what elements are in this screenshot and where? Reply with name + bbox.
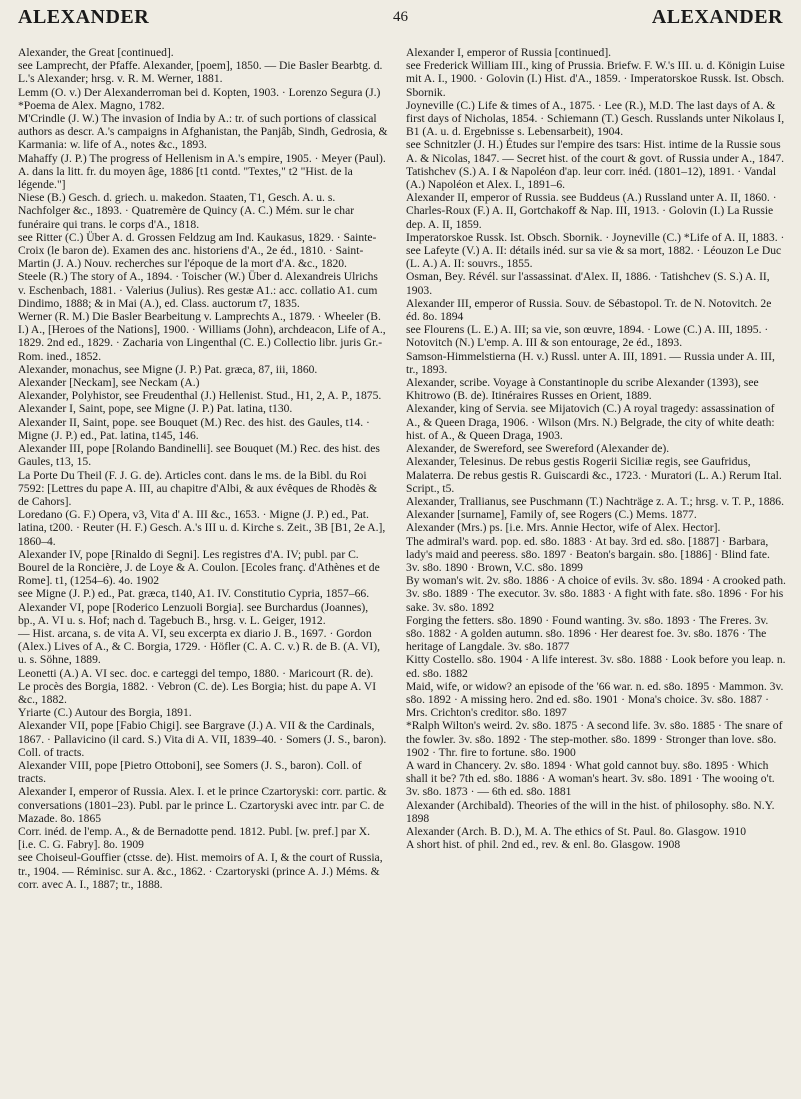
entry-line: *Ralph Wilton's weird. 2v. s8o. 1875 · A second life. 3v. s8o. 1885 · The snare of the fowler. 3v. s8o. 1892 · The step-mother. s8o. 1899 · Stronger than love. s8o. 1902 · Thr. fire to fortune. s8o. 1900 — [406, 719, 783, 759]
entry-line: Maid, wife, or widow? an episode of the '66 war. n. ed. s8o. 1895 · Mammon. 3v. s8o. 1892 · A missing hero. 2nd ed. s8o. 1901 · Mona's choice. 3v. s8o. 1887 · Mrs. Crichton's creditor. s8o. 1897 — [406, 679, 784, 720]
entry-line: La Porte Du Theil (F. J. G. de). Articles cont. dans le ms. de la Bibl. du Roi 7592: [Lettres du pape A. III, au chapitre d'Albi, & aux évêques de Rhodès & de Cahors]. — [18, 468, 378, 508]
entry-line: The admiral's ward. pop. ed. s8o. 1883 · At bay. 3rd ed. s8o. [1887] · Barbara, lady's maid and peeress. s8o. 1897 · Beaton's bargain. s8o. [1886] · Blind fate. 3v. s8o. 1890 · Brown, V.C. s8o. 1899 — [406, 534, 770, 574]
entry-line: Alexander, Trallianus, see Puschmann (T.) Nachträge z. A. T.; hrsg. v. T. P., 1886. — [406, 494, 784, 508]
entry-line: Osman, Bey. Révél. sur l'assassinat. d'Alex. II, 1886. · Tatishchev (S. S.) A. II, 1903. — [406, 270, 770, 297]
entry-line: Alexander (Arch. B. D.), M. A. The ethics of St. Paul. 8o. Glasgow. 1910 — [406, 824, 747, 838]
entry-line: Lemm (O. v.) Der Alexanderroman bei d. Kopten, 1903. · Lorenzo Segura (J.) *Poema de Alex. Magno, 1782. — [18, 85, 381, 112]
entry-line: Leonetti (A.) A. VI sec. doc. e carteggi del tempo, 1880. · Maricourt (R. de). Le procès des Borgia, 1882. · Vebron (C. de). Les Borgia; hist. du pape A. VI &c., 1882. — [18, 666, 377, 706]
entry-line: Yriarte (C.) Autour des Borgia, 1891. — [18, 706, 192, 720]
entry-line: Alexander VIII, pope [Pietro Ottoboni], see Somers (J. S., baron). Coll. of tracts. — [18, 758, 362, 786]
entry-line: — Hist. arcana, s. de vita A. VI, seu excerpta ex diario J. B., 1697. · Gordon (Alex.) Lives of A., & C. Borgia, 1729. · Höfler (C. A. C. v.) R. de B. (A. VI), u. s. Söhne, 1889. — [18, 626, 381, 667]
entry-line: Alexander, Telesinus. De rebus gestis Rogerii Siciliæ regis, see Gaufridus, Malaterra. De rebus gestis R. Guiscardi &c., 1723. · Muratori (L. A.) Rerum Ital. Script., t5. — [406, 455, 782, 495]
entry-line: Niese (B.) Gesch. d. griech. u. makedon. Staaten, T1, Gesch. A. u. s. Nachfolger &c., 1893. · Quatremère de Quincy (A. C.) Mém. sur le char funéraire qui trans. le corps d'A., 1818. — [18, 191, 355, 231]
entry-line: Alexander, scribe. Voyage à Constantinople du scribe Alexander (1393), see Khitrowo (B. de). Itinéraires Russes en Orient, 1889. — [406, 376, 759, 403]
entry-line: Joyneville (C.) Life & times of A., 1875. · Lee (R.), M.D. The last days of A. & first days of Nicholas, 1854. · Schiemann (T.) Gesch. Russlands unter Nikolaus I, B1 (A. u. d. Ergebnisse s. Lebensarbeit), 1904. — [406, 98, 785, 139]
entry-line: A ward in Chancery. 2v. s8o. 1894 · What gold cannot buy. s8o. 1895 · Which shall it be? 7th ed. s8o. 1886 · A woman's heart. 3v. s8o. 1891 · The wooing o't. 3v. s8o. 1873 · — 6th ed. s8o. 1881 — [406, 758, 775, 799]
entry-line: A short hist. of phil. 2nd ed., rev. & enl. 8o. Glasgow. 1908 — [406, 838, 681, 852]
entry-line: Alexander, Polyhistor, see Freudenthal (J.) Hellenist. Stud., H1, 2, A. P., 1875. — [18, 389, 382, 403]
entry-line: Alexander, king of Servia. see Mijatovich (C.) A royal tragedy: assassination of A., & Queen Draga, 1906. · Wilson (Mrs. N.) Belgrade, the city of white death: hist. of A., & Queen Draga, 1903. — [406, 402, 775, 442]
entry-line: Alexander (Mrs.) ps. [i.e. Mrs. Annie Hector, wife of Alex. Hector]. — [406, 521, 721, 535]
entry-line: Alexander (Archibald). Theories of the will in the hist. of philosophy. s8o. N.Y. 1898 — [406, 798, 775, 825]
entry-line: Alexander VII, pope [Fabio Chigi]. see Bargrave (J.) A. VII & the Cardinals, 1867. · Pallavicino (il card. S.) Vita di A. VII, 1839–40. · Somers (J. S., baron). Coll. of tracts. — [18, 719, 387, 759]
entry-line: see Lamprecht, der Pfaffe. Alexander, [poem], 1850. — Die Basler Bearbtg. d. L.'s Alexander; hrsg. v. R. M. Werner, 1881. — [18, 59, 383, 86]
entry-line: Alexander VI, pope [Roderico Lenzuoli Borgia]. see Burchardus (Joannes), bp., A. VI u. s. Hof; nach d. Tagebuch B., hrsg. v. L. Geiger, 1912. — [18, 600, 369, 627]
entry-line: Alexander I, Saint, pope, see Migne (J. P.) Pat. latina, t130. — [18, 402, 293, 416]
entry-line: Mahaffy (J. P.) The progress of Hellenism in A.'s empire, 1905. · Meyer (Paul). A. dans la litt. fr. du moyen âge, 1886 [t1 contd. "Textes," t2 "Hist. de la légende."] — [18, 151, 386, 192]
entry-line: Steele (R.) The story of A., 1894. · Toischer (W.) Über d. Alexandreis Ulrichs v. Eschenbach, 1881. · Valerius (Julius). Res gestæ A1.: acc. collatio A1. cum Dindimo, 1888; & in Mai (A.), ed. Class. auctorum t7, 1835. — [18, 270, 378, 310]
right-column — [406, 46, 786, 851]
entry-line: Alexander IV, pope [Rinaldo di Segni]. Les registres d'A. IV; publ. par C. Bourel de la Roncière, J. de Loye & A. Coulon. [Ecoles franç. d'Athènes et de Rome]. t1, (1254–6). 4o. 1902 — [18, 547, 380, 588]
entry-line: M'Crindle (J. W.) The invasion of India by A.: tr. of such portions of classical authors as descr. A.'s campaigns in Afghanistan, the Panjâb, Sindh, Gedrosia, & Karmania: w. life of A., notes &c., 1893. — [18, 112, 388, 152]
entry-line: Alexander I, emperor of Russia [continued]. — [406, 46, 612, 59]
entry-line: Samson-Himmelstierna (H. v.) Russl. unter A. III, 1891. — Russia under A. III, tr., 1893. — [406, 349, 775, 376]
entry-line: Loredano (G. F.) Opera, v3, Vita d' A. III &c., 1653. · Migne (J. P.) ed., Pat. latina, t200. · Reuter (H. F.) Gesch. A.'s III u. d. Kirche s. Zeit., 3B [B1, 2e A.], 1860–4. — [18, 508, 386, 548]
entry-line: Tatishchev (S.) A. I & Napoléon d'ap. leur corr. inéd. (1801–12), 1891. · Vandal (A.) Napoléon et Alex. I., 1891–6. — [406, 164, 777, 192]
entry-line: see Flourens (L. E.) A. III; sa vie, son œuvre, 1894. · Lowe (C.) A. III, 1895. · Notovitch (N.) L'emp. A. III & son entourage, 2e éd., 1893. — [406, 323, 769, 350]
entry-line: Corr. inéd. de l'emp. A., & de Bernadotte pend. 1812. Publ. [w. pref.] par X. [i.e. C. G. Fabry]. 8o. 1909 — [18, 824, 370, 852]
entry-line: Alexander III, pope [Rolando Bandinelli]. see Bouquet (M.) Rec. des hist. des Gaules, t13, 15. — [18, 442, 380, 469]
entry-line: see Migne (J. P.) ed., Pat. græca, t140, A1. IV. Constitutio Cypria, 1857–66. — [18, 587, 370, 601]
entry-line: see Schnitzler (J. H.) Études sur l'empire des tsars: Hist. intime de la Russie sous A. & Nicolas, 1847. — Secret hist. of the court & govt. of Russia under A., 1847. — [406, 138, 785, 165]
entry-line: see Choiseul-Gouffier (ctsse. de). Hist. memoirs of A. I, & the court of Russia, tr., 1904. — Réminisc. sur A. &c., 1862. · Czartoryski (prince A. J.) Méms. & corr. avec A. I., 1887; tr., 1888. — [18, 851, 383, 891]
entry-line: Alexander III, emperor of Russia. Souv. de Sébastopol. Tr. de N. Notovitch. 2e éd. 8o. 1894 — [406, 296, 772, 324]
entry-line: Kitty Costello. s8o. 1904 · A life interest. 3v. s8o. 1888 · Look before you leap. n. ed. s8o. 1882 — [406, 653, 786, 680]
entry-line: Alexander I, emperor of Russia. Alex. I. et le prince Czartoryski: corr. partic. & conversations (1801–23). Publ. par le prince L. Czartoryski avec intr. par C. de Mazade. 8o. 1865 — [18, 785, 387, 825]
entry-line: Alexander II, Saint, pope. see Bouquet (M.) Rec. des hist. des Gaules, t14. · Migne (J. P.) ed., Pat. latina, t145, 146. — [18, 415, 370, 442]
page-header — [18, 6, 783, 28]
left-column — [18, 46, 388, 891]
entry-line: Alexander [surname], Family of, see Rogers (C.) Mems. 1877. — [406, 508, 697, 522]
entry-line: Alexander II, emperor of Russia. see Buddeus (A.) Russland unter A. II, 1860. · Charles-Roux (F.) A. II, Gortchakoff & Nap. III, 1913. · Golovin (I.) La Russie dep. A. II, 1859. — [406, 191, 777, 231]
header-left: ALEXANDER — [18, 6, 150, 28]
entry-line: Alexander, monachus, see Migne (J. P.) Pat. græca, 87, iii, 1860. — [18, 362, 318, 376]
entry-line: Alexander [Neckam], see Neckam (A.) — [18, 376, 200, 390]
entry-line: see Ritter (C.) Über A. d. Grossen Feldzug am Ind. Kaukasus, 1829. · Sainte-Croix (le baron de). Examen des anc. historiens d'A., 2e éd., 1810. · Saint-Martin (J. A.) Nouv. recherches sur l'époque de la mort d'A. &c., 1820. — [18, 230, 377, 271]
entry-line: Alexander, de Swereford, see Swereford (Alexander de). — [406, 442, 670, 456]
page-number: 46 — [393, 9, 408, 25]
entry-line: By woman's wit. 2v. s8o. 1886 · A choice of evils. 3v. s8o. 1894 · A crooked path. 3v. s8o. 1889 · The executor. 3v. s8o. 1883 · A fight with fate. s8o. 1896 · For his sake. 3v. s8o. 1892 — [406, 574, 786, 614]
header-right: ALEXANDER — [651, 6, 783, 28]
entry-line: Imperatorskoe Russk. Ist. Obsch. Sbornik. · Joyneville (C.) *Life of A. II, 1883. · see Lafeyte (V.) A. II: détails inéd. sur sa vie & sa mort, 1882. · Léouzon Le Duc (L. A.) A. II: souvrs., 1855. — [406, 230, 785, 271]
entry-line: Forging the fetters. s8o. 1890 · Found wanting. 3v. s8o. 1893 · The Freres. 3v. s8o. 1882 · A golden autumn. s8o. 1896 · Her dearest foe. 3v. s8o. 1876 · The heritage of Langdale. 3v. s8o. 1877 — [406, 613, 769, 654]
entry-line: Alexander, the Great [continued]. — [18, 46, 174, 59]
entry-line: Werner (R. M.) Die Basler Bearbeitung v. Lamprechts A., 1879. · Wheeler (B. I.) A., [Heroes of the Nations], 1900. · Williams (John), archdeacon, Life of A., 1829. 2nd ed., 1829. · Zacharia von Lingenthal (C. E.) Collectio libr. juris Gr.-Rom. ined., 1852. — [18, 310, 386, 363]
entry-line: see Frederick William III., king of Prussia. Briefw. F. W.'s III. u. d. Königin Luise mit A. I., 1900. · Golovin (I.) Hist. d'A., 1859. · Imperatorskoe Russk. Ist. Obsch. Sbornik. — [406, 59, 785, 99]
